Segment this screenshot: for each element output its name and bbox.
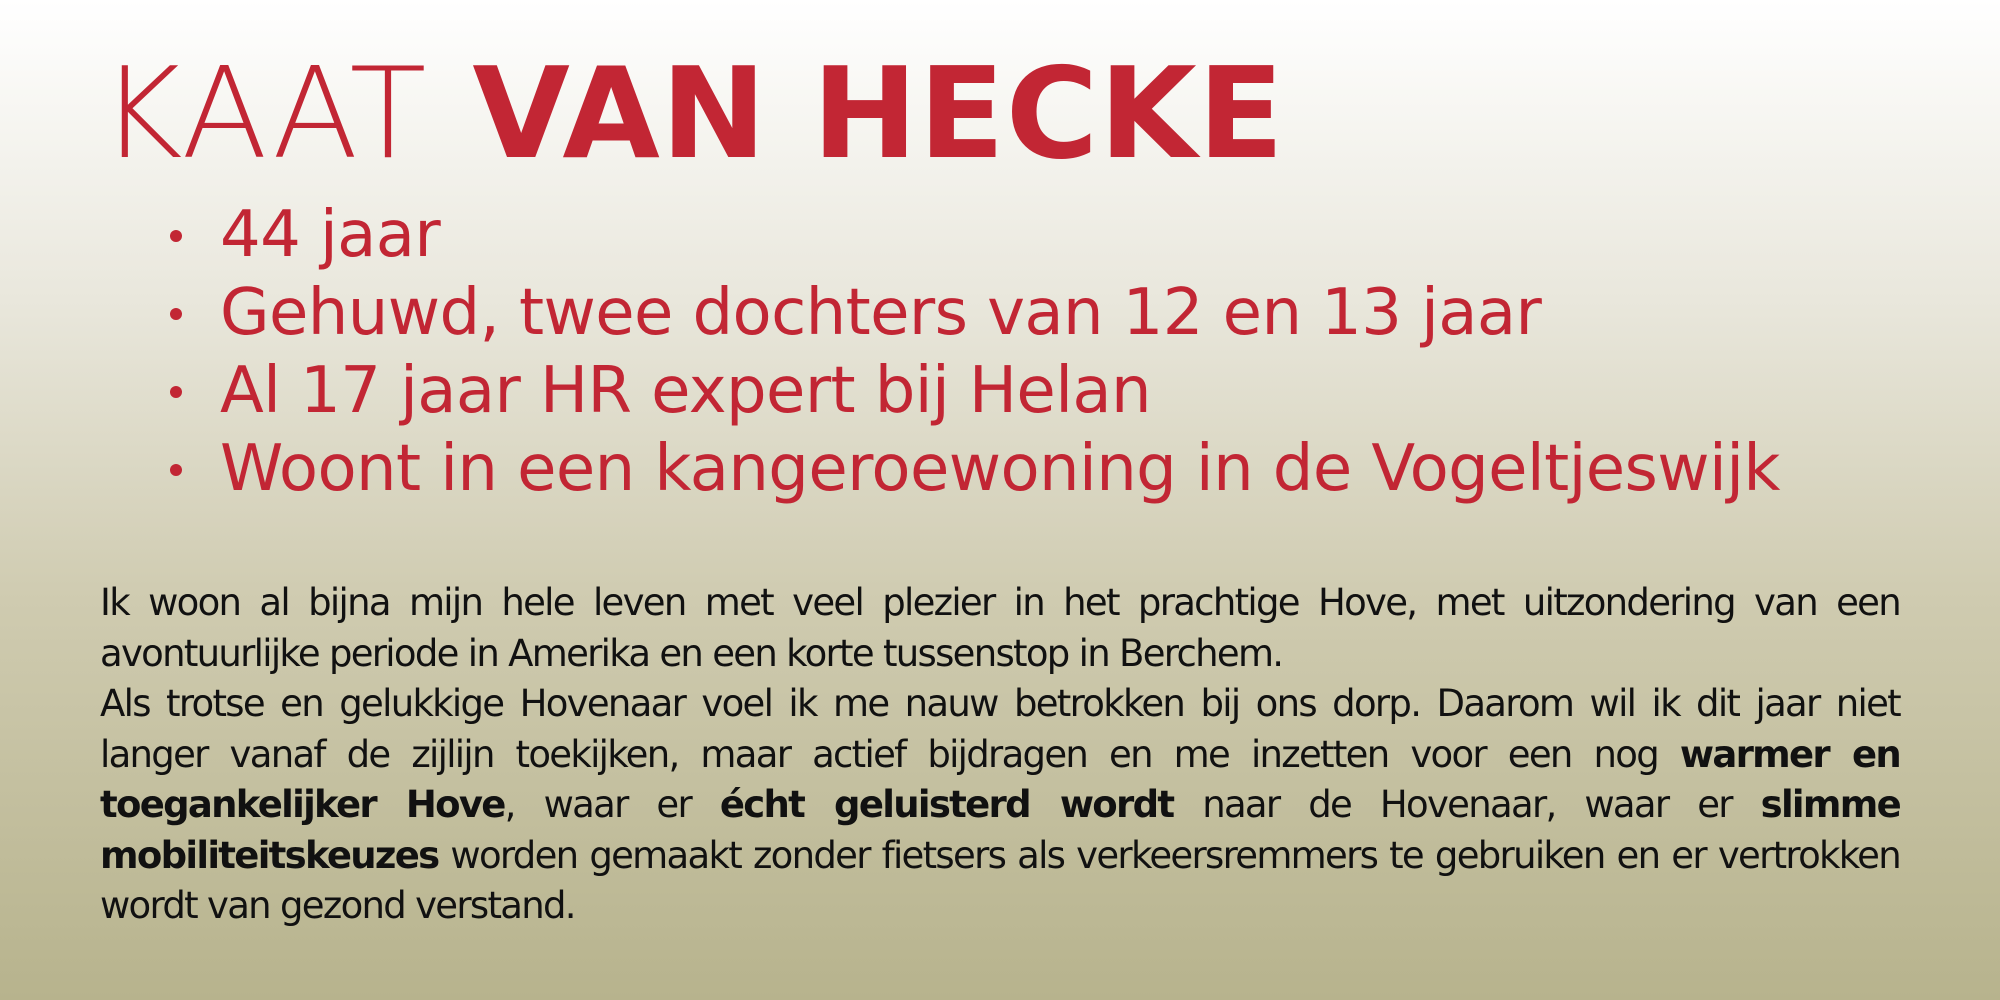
bio-paragraph-2: [100, 679, 1900, 932]
bio-text: , waar er: [504, 783, 720, 826]
facts-list: [100, 196, 1780, 508]
first-name: KAAT: [100, 40, 428, 187]
fact-family: Gehuwd, twee dochters van 12 en 13 jaar: [220, 274, 1780, 352]
fact-residence: Woont in een kangeroewoning in de Vogeltjeswijk: [220, 432, 1780, 506]
candidate-name: [100, 40, 1285, 187]
bio-text: naar de Hovenaar, waar er: [1173, 783, 1761, 826]
bio-text: Als trotse en gelukkige Hovenaar voel ik me nauw betrokken bij ons dorp. Daarom wil ik dit jaar niet langer vanaf de zijlijn toekijken, maar actief bijdragen en me inzetten voor een nog: [100, 682, 1900, 776]
candidate-profile: [100, 0, 1900, 1000]
bio-highlight: slimme mobiliteitskeuzes: [100, 783, 1901, 877]
biography: [100, 578, 1900, 932]
bio-highlight: écht geluisterd wordt: [719, 783, 1174, 826]
last-name: VAN HECKE: [472, 40, 1285, 187]
bio-text: worden gemaakt zonder fietsers als verkeersremmers te gebruiken en er vertrokken wordt van gezond verstand.: [100, 833, 1900, 927]
bio-paragraph-1: Ik woon al bijna mijn hele leven met veel plezier in het prachtige Hove, met uitzondering van een avontuurlijke periode in Amerika en een korte tussenstop in Berchem.: [100, 581, 1900, 675]
fact-job: Al 17 jaar HR expert bij Helan: [220, 352, 1780, 430]
fact-age: 44 jaar: [220, 196, 1780, 274]
bio-highlight: warmer en toegankelijker Hove: [100, 732, 1901, 826]
